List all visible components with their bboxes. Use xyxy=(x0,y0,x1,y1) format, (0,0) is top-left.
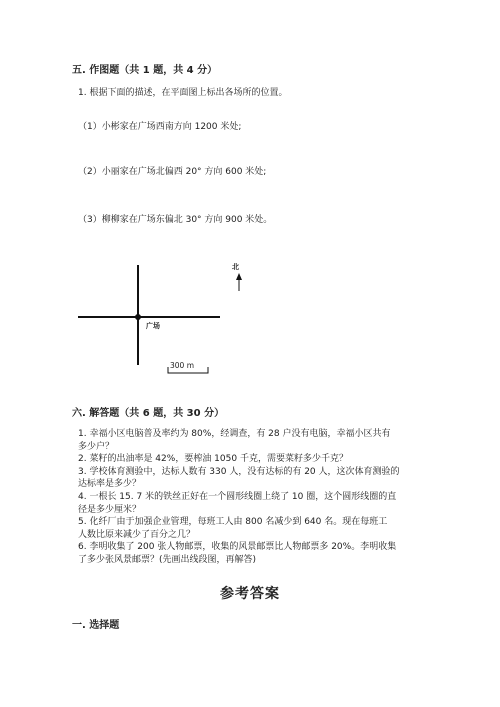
q3-line2: 达标率是多少？ xyxy=(78,479,142,490)
section6-title: 六. 解答题（共 6 题，共 30 分） xyxy=(72,408,225,419)
answers-section1-title: 一. 选择题 xyxy=(72,620,120,631)
q6-line2: 了多少张风景邮票？(先画出线段图，再解答) xyxy=(78,554,257,565)
q6-line1: 6. 李明收集了 200 张人物邮票，收集的风景邮票比人物邮票多 20%。李明收集 xyxy=(78,542,397,553)
square-label: 广场 xyxy=(146,322,160,330)
q4-line2: 径是多少厘米？ xyxy=(78,504,142,515)
section5-title: 五. 作图题（共 1 题，共 4 分） xyxy=(72,65,218,76)
section6-body xyxy=(78,428,400,567)
north-arrow-icon xyxy=(236,273,242,280)
q4-line1: 4. 一根长 15. 7 米的铁丝正好在一个圆形线圈上绕了 10 圈，这个圆形线圈的直 xyxy=(78,491,397,502)
square-center-dot xyxy=(135,314,141,320)
section5-item-2: （2）小丽家在广场北偏西 20° 方向 600 米处; xyxy=(78,167,267,177)
section5-item-1: （1）小彬家在广场西南方向 1200 米处; xyxy=(78,122,242,132)
north-label: 北 xyxy=(232,263,239,271)
q5-line1: 5. 化纤厂由于加强企业管理，每班工人由 800 名减少到 640 名。现在每班工 xyxy=(78,517,388,528)
scale-label: 300 m xyxy=(170,361,195,370)
q5-line2: 人数比原来减少了百分之几？ xyxy=(78,529,196,540)
q1-line2: 多少户？ xyxy=(78,441,115,452)
section5-item-3: （3）柳柳家在广场东偏北 30° 方向 900 米处。 xyxy=(78,215,273,225)
q3-line1: 3. 学校体育测验中，达标人数有 330 人，没有达标的有 20 人，这次体育测验的 xyxy=(78,466,400,477)
answers-title: 参考答案 xyxy=(220,586,280,602)
q1-line1: 1. 幸福小区电脑普及率约为 80%，经调查，有 28 户没有电脑，幸福小区共有 xyxy=(78,429,391,439)
q2-line1: 2. 菜籽的出油率是 42%，要榨油 1050 千克，需要菜籽多少千克？ xyxy=(78,454,348,465)
section5-question: 1. 根据下面的描述，在平面图上标出各场所的位置。 xyxy=(78,88,288,98)
